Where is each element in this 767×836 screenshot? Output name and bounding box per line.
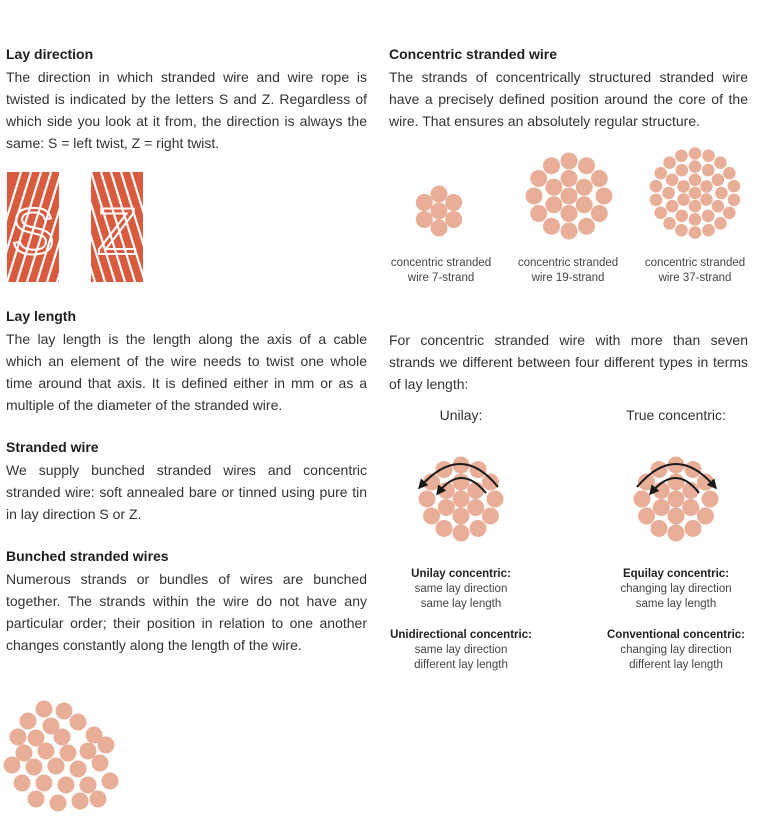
bunched-section [6, 547, 367, 656]
strand [561, 223, 578, 240]
concentric-section [389, 45, 748, 132]
strand [576, 179, 593, 196]
strand [72, 793, 89, 810]
strand [723, 167, 736, 180]
strand [689, 174, 702, 187]
strand [453, 525, 470, 542]
strand [530, 170, 547, 187]
strand [650, 180, 663, 193]
strand [685, 461, 702, 478]
strand [591, 205, 608, 222]
conventional-concentric-caption: Conventional concentric: changing lay direction different lay length [606, 629, 746, 671]
strand [543, 157, 560, 174]
strand [576, 196, 593, 213]
equilay-concentric-caption: Equilay concentric: changing lay direction same lay length [620, 568, 732, 610]
strand [668, 525, 685, 542]
strand [16, 745, 33, 762]
strand [650, 194, 663, 207]
strand [445, 211, 462, 228]
strand [10, 729, 27, 746]
strand [702, 164, 715, 177]
strand [689, 226, 702, 239]
strand [50, 795, 67, 812]
lay-direction-text: The direction in which stranded wire and wire rope is twisted is indicated by the letters S and Z. Regardless of which side you look at it from, the direction is always the same: S = left twist, Z = right twist. [6, 69, 367, 151]
strand [728, 194, 741, 207]
strand [436, 461, 453, 478]
strand [663, 217, 676, 230]
types-intro-section [389, 329, 748, 395]
strand [682, 499, 699, 516]
strand [70, 714, 87, 731]
strand [419, 491, 436, 508]
strand [689, 147, 702, 160]
strand [470, 520, 487, 537]
strand [712, 200, 725, 213]
strand [467, 499, 484, 516]
strand [666, 200, 679, 213]
strand [728, 180, 741, 193]
strand [666, 174, 679, 187]
strand [92, 755, 109, 772]
strand [689, 200, 702, 213]
strand [654, 167, 667, 180]
strand [651, 520, 668, 537]
strand [26, 759, 43, 776]
bunched-title: Bunched stranded wires [6, 548, 169, 564]
strand [662, 187, 675, 200]
z-twist-icon [91, 172, 143, 282]
strand [431, 220, 448, 237]
strand [700, 193, 713, 206]
caption-19-strand: concentric stranded wire 19-strand [517, 257, 619, 284]
stranded-wire-section [6, 438, 367, 525]
strand [596, 188, 613, 205]
strand [38, 743, 55, 760]
lay-direction-section [6, 45, 367, 154]
strand [482, 474, 499, 491]
strand [702, 210, 715, 223]
strand [543, 218, 560, 235]
strand [36, 775, 53, 792]
strand [14, 775, 31, 792]
strand [482, 508, 499, 525]
strand [653, 482, 670, 499]
strand [530, 205, 547, 222]
strand [561, 205, 578, 222]
strand [58, 777, 75, 794]
strand [668, 474, 685, 491]
lay-length-section [6, 307, 367, 416]
core-strand [561, 188, 578, 205]
true-concentric-illustration [623, 449, 729, 549]
strand [689, 160, 702, 173]
strand [438, 499, 455, 516]
lay-direction-title: Lay direction [6, 46, 94, 62]
strand [416, 194, 433, 211]
strand [445, 194, 462, 211]
lay-length-text: The lay length is the length along the axis of a cable which an element of the wire needs to twist one whole time around that axis. It is defined either in mm or as a multiple of the diameter of the stranded wire. [6, 331, 367, 413]
concentric-title: Concentric stranded wire [389, 46, 558, 62]
strand [714, 217, 727, 230]
strand [453, 508, 470, 525]
strand [36, 701, 53, 718]
strand [431, 186, 448, 203]
strand [545, 179, 562, 196]
strand [653, 499, 670, 516]
strand [675, 224, 688, 237]
types-intro-text: For concentric stranded wire with more than seven strands we different between four different types in terms of lay length: [389, 332, 748, 392]
strand [467, 482, 484, 499]
caption-37-strand: concentric stranded wire 37-strand [644, 257, 746, 284]
strand [702, 149, 715, 162]
true-concentric-label: True concentric: [626, 407, 726, 423]
unilay-label: Unilay: [439, 407, 483, 423]
strand [675, 149, 688, 162]
strand [578, 218, 595, 235]
strand [697, 508, 714, 525]
strand [723, 207, 736, 220]
strand [578, 157, 595, 174]
stranded-wire-title: Stranded wire [6, 439, 99, 455]
strand [676, 210, 689, 223]
strand [654, 207, 667, 220]
core-strand [431, 203, 448, 220]
strand [48, 758, 65, 775]
bunched-text: Numerous strands or bundles of wires are bunched together. The strands within the wire do not have any particular order; their position in relation to one another changes constantly along the length of the wire. [6, 571, 367, 653]
concentric-19-strand-illustration [525, 152, 613, 240]
strand [416, 211, 433, 228]
strand [677, 193, 690, 206]
strand [4, 757, 21, 774]
strand [102, 773, 119, 790]
strand [689, 213, 702, 226]
strand [20, 713, 37, 730]
strand [98, 737, 115, 754]
s-letter: S [10, 194, 56, 268]
strand [436, 520, 453, 537]
strand [702, 224, 715, 237]
strand [715, 187, 728, 200]
strand [591, 170, 608, 187]
strand [677, 180, 690, 193]
strand [526, 188, 543, 205]
strand [714, 156, 727, 169]
strand [685, 520, 702, 537]
strand [453, 474, 470, 491]
unidirectional-concentric-caption: Unidirectional concentric: same lay direction different lay length [390, 629, 532, 671]
unilay-illustration [408, 449, 514, 549]
strand [56, 703, 73, 720]
s-twist-icon [7, 172, 59, 282]
bunched-strands-illustration [2, 695, 117, 815]
core-strand [668, 491, 685, 508]
strand [651, 461, 668, 478]
strand [28, 791, 45, 808]
strand [80, 777, 97, 794]
concentric-37-strand-illustration [648, 146, 742, 240]
strand [60, 745, 77, 762]
strand [712, 174, 725, 187]
strand [80, 743, 97, 760]
strand [487, 491, 504, 508]
concentric-7-strand-illustration [410, 182, 468, 240]
strand [668, 508, 685, 525]
strand [702, 491, 719, 508]
strand [423, 508, 440, 525]
strand [638, 508, 655, 525]
z-letter: Z [96, 194, 138, 268]
strand [561, 170, 578, 187]
concentric-text: The strands of concentrically structured stranded wire have a precisely defined position around the core of the wire. That ensures an absolutely regular structure. [389, 69, 748, 129]
strand [700, 180, 713, 193]
caption-7-strand: concentric stranded wire 7-strand [390, 257, 492, 284]
strand [545, 196, 562, 213]
core-strand [689, 187, 702, 200]
strand [676, 164, 689, 177]
strand [90, 791, 107, 808]
core-strand [453, 491, 470, 508]
strand [663, 156, 676, 169]
strand [561, 153, 578, 170]
strand [54, 729, 71, 746]
strand [634, 491, 651, 508]
strand [70, 761, 87, 778]
unilay-concentric-caption: Unilay concentric: same lay direction same lay length [411, 568, 511, 610]
stranded-wire-text: We supply bunched stranded wires and concentric stranded wire: soft annealed bare or tinned using pure tin in lay direction S or Z. [6, 462, 367, 522]
lay-length-title: Lay length [6, 308, 77, 324]
